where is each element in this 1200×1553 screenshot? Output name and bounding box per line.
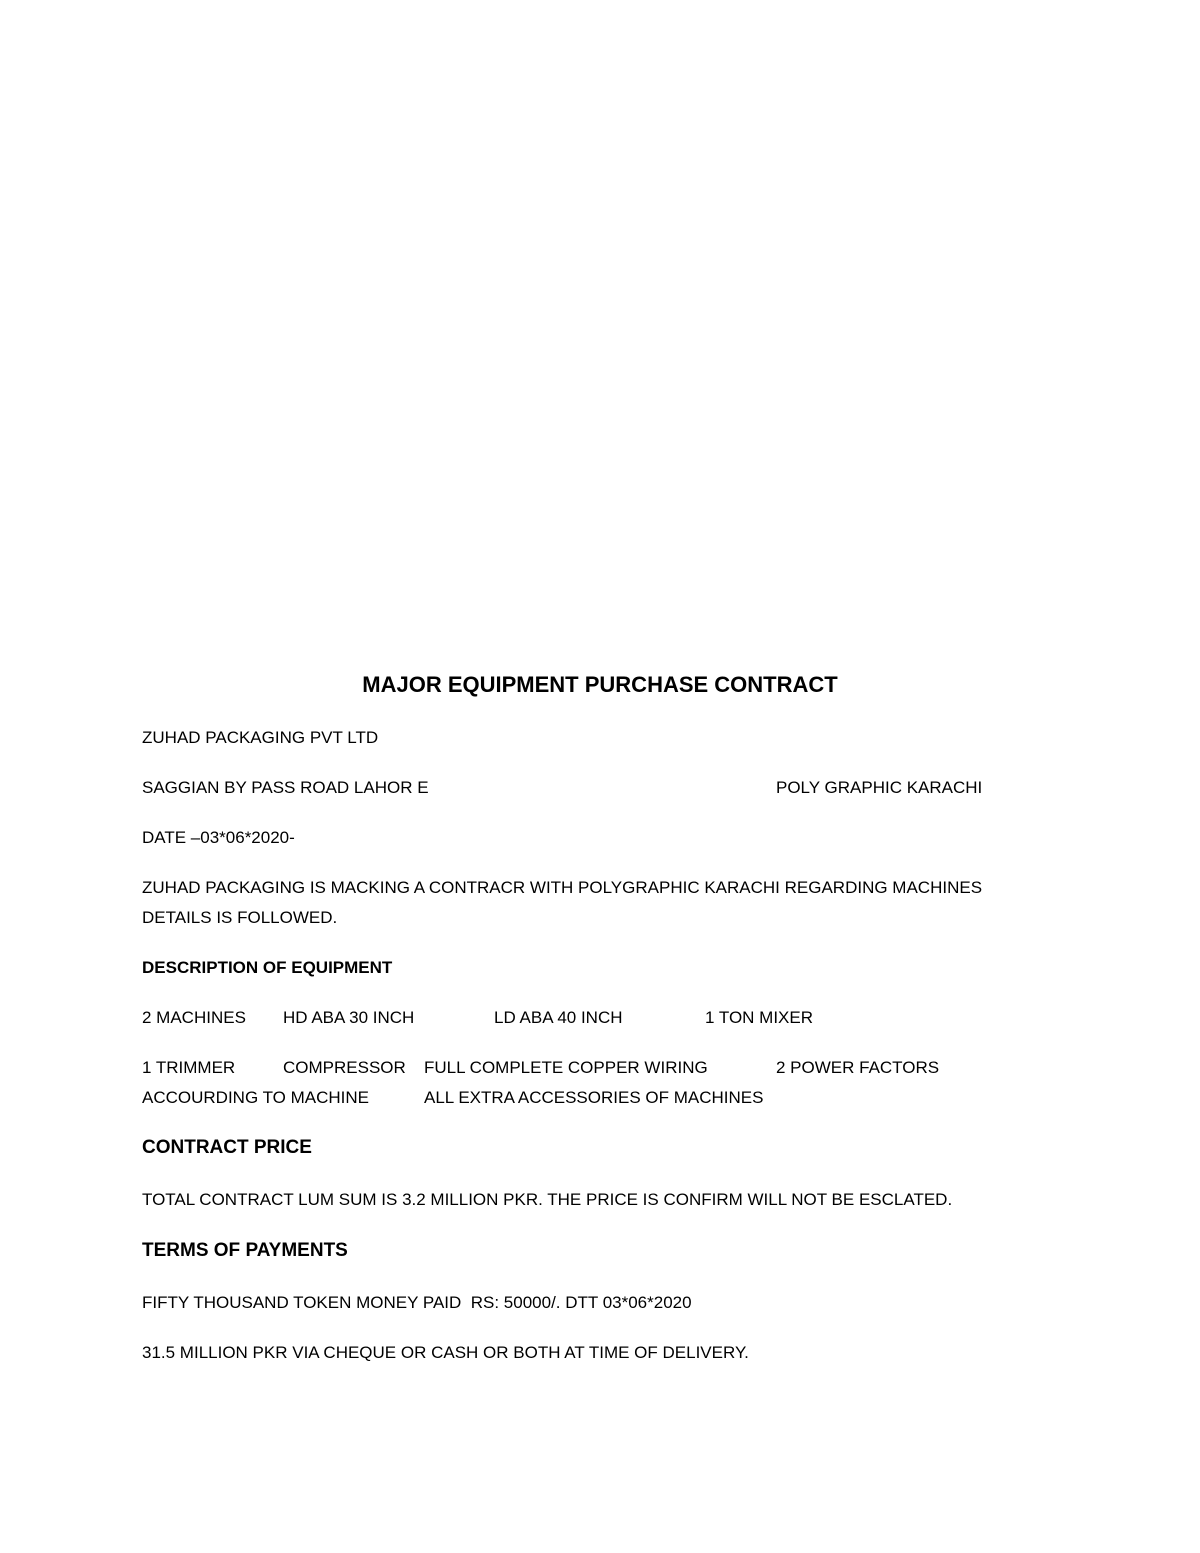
document-title: MAJOR EQUIPMENT PURCHASE CONTRACT [362,672,838,697]
company-name: ZUHAD PACKAGING PVT LTD [142,728,379,747]
equipment-item: FULL COMPLETE COPPER WIRING [424,1058,708,1077]
counterparty-name: POLY GRAPHIC KARACHI [776,778,983,797]
equipment-item: 1 TON MIXER [705,1008,814,1027]
payment-line-1: FIFTY THOUSAND TOKEN MONEY PAID RS: 50000/. DTT 03*06*2020 [142,1293,692,1312]
intro-line-1: ZUHAD PACKAGING IS MACKING A CONTRACR WITH POLYGRAPHIC KARACHI REGARDING MACHINES [142,878,983,897]
equipment-item: 2 MACHINES [142,1008,246,1027]
equipment-item: 1 TRIMMER [142,1058,236,1077]
equipment-item: COMPRESSOR [283,1058,406,1077]
equipment-item: ALL EXTRA ACCESSORIES OF MACHINES [424,1088,764,1107]
equipment-item: LD ABA 40 INCH [494,1008,623,1027]
contract-date: DATE –03*06*2020- [142,828,295,847]
company-address: SAGGIAN BY PASS ROAD LAHOR E [142,778,429,797]
payment-line-2: 31.5 MILLION PKR VIA CHEQUE OR CASH OR BOTH AT TIME OF DELIVERY. [142,1343,749,1362]
equipment-heading: DESCRIPTION OF EQUIPMENT [142,958,393,977]
price-text: TOTAL CONTRACT LUM SUM IS 3.2 MILLION PKR. THE PRICE IS CONFIRM WILL NOT BE ESCLATED. [142,1190,953,1209]
equipment-item: ACCOURDING TO MACHINE [142,1088,370,1107]
equipment-item: HD ABA 30 INCH [283,1008,415,1027]
payment-heading: TERMS OF PAYMENTS [142,1240,348,1261]
price-heading: CONTRACT PRICE [142,1137,312,1158]
intro-line-2: DETAILS IS FOLLOWED. [142,908,338,927]
equipment-item: 2 POWER FACTORS [776,1058,940,1077]
